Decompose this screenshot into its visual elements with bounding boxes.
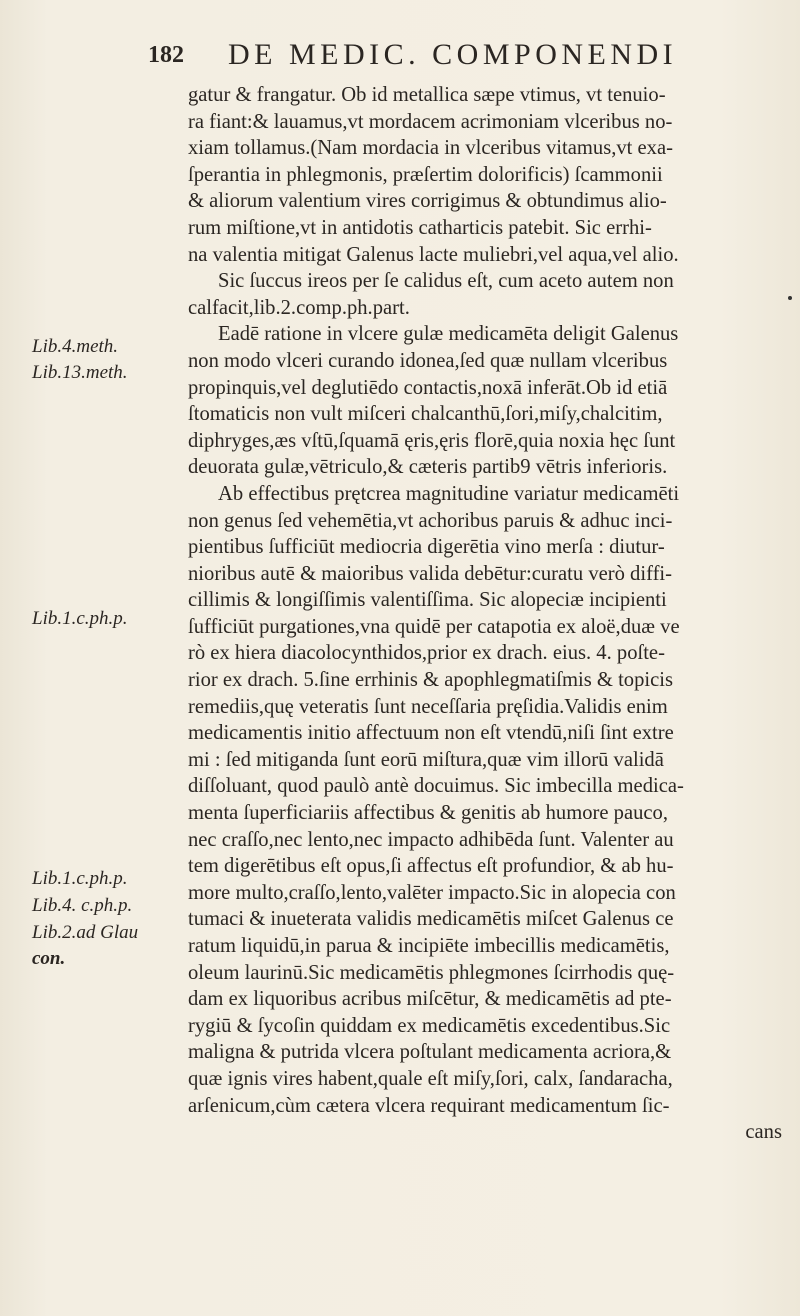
margin-note: Lib.13.meth. xyxy=(32,362,128,383)
margin-note: con. xyxy=(32,948,66,969)
text-line: ſtomaticis non vult miſceri chalcanthū,ſori,miſy,chalcitim, xyxy=(188,403,663,426)
margin-note: Lib.4.meth. xyxy=(32,336,119,357)
text-line: calfacit,lib.2.comp.ph.part. xyxy=(188,296,410,319)
text-line: remediis,quę veteratis ſunt neceſſaria pręſidia.Validis enim xyxy=(188,695,668,718)
text-line: tumaci & inueterata validis medicamētis miſcet Galenus ce xyxy=(188,908,674,931)
text-line: tem digerētibus eſt opus,ſi affectus eſt profundior, & ab hu- xyxy=(188,855,674,878)
text-line: non genus ſed vehemētia,vt achoribus paruis & adhuc inci- xyxy=(188,509,673,532)
margin-note: Lib.4. c.ph.p. xyxy=(32,895,133,916)
text-line: nec craſſo,nec lento,nec impacto adhibēda ſunt. Valenter au xyxy=(188,828,674,851)
catchword: cans xyxy=(745,1121,782,1144)
text-line: mi : ſed mitiganda ſunt eorū miſtura,quæ vim illorū validā xyxy=(188,748,664,771)
text-line: rò ex hiera diacolocynthidos,prior ex drach. eius. 4. poſte- xyxy=(188,642,665,665)
text-line: & aliorum valentium vires corrigimus & obtundimus alio- xyxy=(188,190,667,213)
text-line: propinquis,vel deglutiēdo contactis,noxā inferāt.Ob id etiā xyxy=(188,376,668,399)
text-line: cillimis & longiſſimis valentiſſima. Sic alopeciæ incipienti xyxy=(188,589,667,612)
text-line: ſperantia in phlegmonis, præſertim dolorificis) ſcammonii xyxy=(188,163,663,186)
text-line: non modo vlceri curando idonea,ſed quæ nullam vlceribus xyxy=(188,349,668,372)
page-header xyxy=(148,38,788,78)
text-line: ſufficiūt purgationes,vna quidē per catapotia ex aloë,duæ ve xyxy=(188,615,680,638)
margin-note: Lib.1.c.ph.p. xyxy=(32,868,128,889)
text-line: na valentia mitigat Galenus lacte muliebri,vel aqua,vel alio. xyxy=(188,243,679,266)
text-line: Ab effectibus prętcrea magnitudine variatur medicamēti xyxy=(218,482,680,505)
text-line: rum miſtione,vt in antidotis catharticis patebit. Sic errhi- xyxy=(188,216,652,239)
text-line: arſenicum,cùm cætera vlcera requirant medicamentum ſic- xyxy=(188,1094,670,1117)
text-line: xiam tollamus.(Nam mordacia in vlceribus vitamus,vt exa- xyxy=(188,137,673,160)
text-line: Eadē ratione in vlcere gulæ medicamēta deligit Galenus xyxy=(218,323,679,346)
text-line: medicamentis initio affectuum non eſt vtendū,niſi ſint extre xyxy=(188,722,674,745)
text-line: ra fiant:& lauamus,vt mordacem acrimoniam vlceribus no- xyxy=(188,110,673,133)
text-line: quæ ignis vires habent,quale eſt miſy,ſori, calx, ſandaracha, xyxy=(188,1067,673,1090)
text-line: menta ſuperficiariis affectibus & genitis ab humore pauco, xyxy=(188,802,668,825)
text-line: diſſoluant, quod paulò antè docuimus. Sic imbecilla medica- xyxy=(188,775,684,798)
text-line: gatur & frangatur. Ob id metallica sæpe vtimus, vt tenuio- xyxy=(188,84,666,106)
page-number: 182 xyxy=(148,42,184,68)
margin-note: Lib.2.ad Glau xyxy=(32,922,139,943)
body-text xyxy=(188,82,788,1146)
text-line: rygiū & ſycoſin quiddam ex medicamētis excedentibus.Sic xyxy=(188,1014,671,1037)
text-line: ratum liquidū,in parua & incipiēte imbecillis medicamētis, xyxy=(188,935,670,957)
text-line: nioribus autē & maioribus valida debētur:curatu verò diffi- xyxy=(188,562,673,585)
text-line: pientibus ſufficiūt mediocria digerētia vino merſa : diutur- xyxy=(188,536,665,559)
text-line: maligna & putrida vlcera poſtulant medicamenta acriora,& xyxy=(188,1041,672,1064)
text-line: more multo,craſſo,lento,valēter impacto.Sic in alopecia con xyxy=(188,881,676,904)
text-line: deuorata gulæ,vētriculo,& cæteris partib9 vētris inferioris. xyxy=(188,456,668,479)
text-line: diphryges,æs vſtū,ſquamā ęris,ęris florē,quia noxia hęc ſunt xyxy=(188,429,676,452)
ink-speck xyxy=(788,296,792,300)
text-line: dam ex liquoribus acribus miſcētur, & medicamētis ad pte- xyxy=(188,988,672,1011)
running-title: DE MEDIC. COMPONENDI xyxy=(228,38,678,71)
margin-note: Lib.1.c.ph.p. xyxy=(32,608,128,629)
text-line: oleum laurinū.Sic medicamētis phlegmones ſcirrhodis quę- xyxy=(188,961,675,984)
text-line: Sic ſuccus ireos per ſe calidus eſt, cum aceto autem non xyxy=(218,270,674,293)
text-line: rior ex drach. 5.ſine errhinis & apophlegmatiſmis & topicis xyxy=(188,669,673,692)
